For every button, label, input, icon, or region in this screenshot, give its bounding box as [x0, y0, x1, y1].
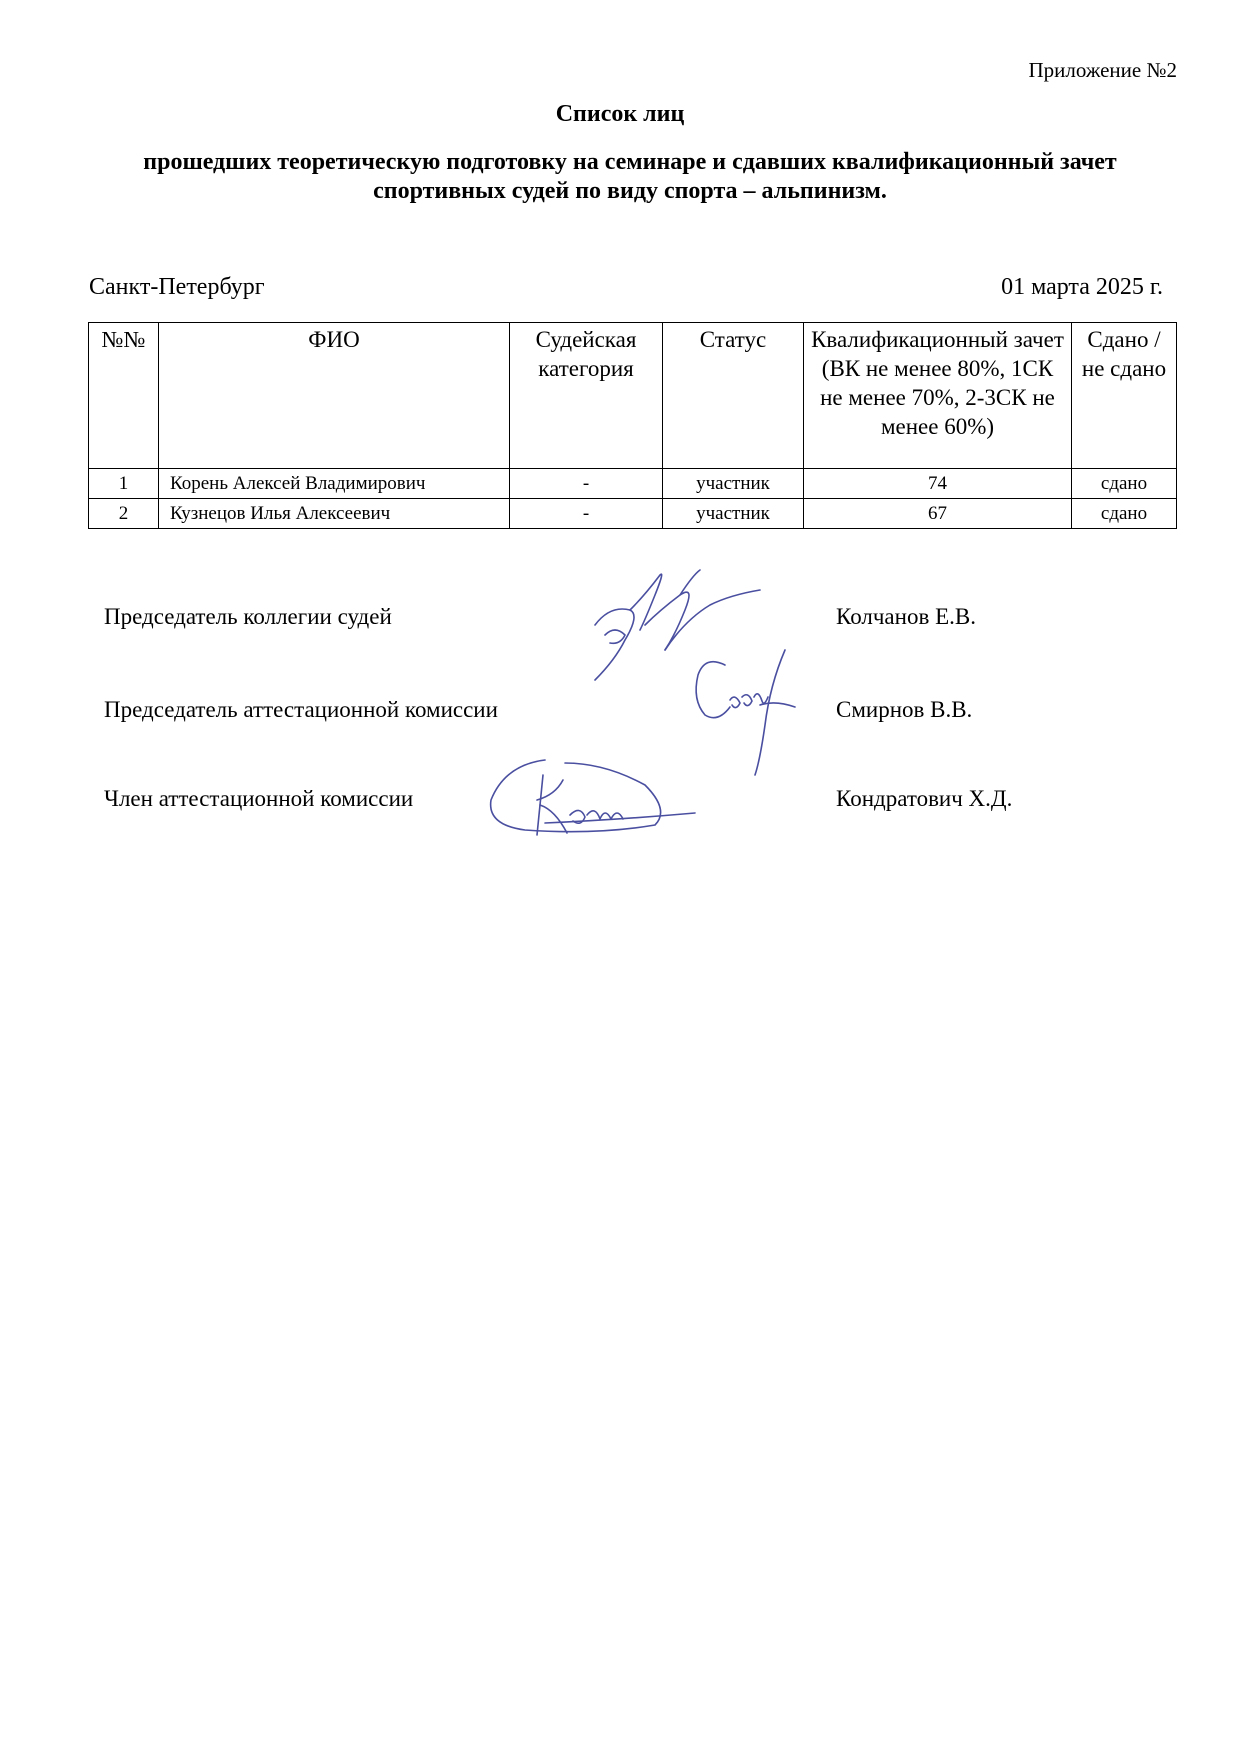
document-title: Список лиц	[555, 101, 685, 127]
column-header-fio: ФИО	[159, 323, 510, 469]
column-header-number: №№	[89, 323, 159, 469]
table-row	[89, 499, 1177, 529]
signature-name-kolchanov: Колчанов Е.В.	[836, 604, 976, 629]
cell-category: -	[510, 469, 663, 499]
cell-score: 74	[804, 469, 1072, 499]
signature-name-kondratovich: Кондратович Х.Д.	[836, 786, 1013, 811]
handwritten-signature-kondratovich	[485, 755, 700, 845]
signature-role-chairman-judges: Председатель коллегии судей	[104, 604, 392, 629]
document-subtitle: прошедших теоретическую подготовку на семинаре и сдавших квалификационный зачет спортивных судей по виду спорта – альпинизм.	[143, 149, 1117, 204]
signature-name-smirnov: Смирнов В.В.	[836, 697, 973, 722]
document-date: 01 марта 2025 г.	[1001, 274, 1163, 300]
cell-fio: Кузнецов Илья Алексеевич	[159, 499, 510, 529]
results-table	[88, 322, 1177, 529]
column-header-category: Судейская категория	[510, 323, 663, 469]
handwritten-signature-smirnov	[690, 645, 800, 780]
appendix-label: Приложение №2	[1028, 58, 1177, 82]
cell-score: 67	[804, 499, 1072, 529]
cell-number: 2	[89, 499, 159, 529]
cell-status: участник	[663, 499, 804, 529]
cell-category: -	[510, 499, 663, 529]
cell-status: участник	[663, 469, 804, 499]
column-header-status: Статус	[663, 323, 804, 469]
cell-fio: Корень Алексей Владимирович	[159, 469, 510, 499]
cell-result: сдано	[1072, 469, 1177, 499]
cell-result: сдано	[1072, 499, 1177, 529]
signature-role-chairman-commission: Председатель аттестационной комиссии	[104, 697, 498, 722]
city: Санкт-Петербург	[89, 274, 265, 300]
cell-number: 1	[89, 469, 159, 499]
column-header-qualification: Квалификационный зачет (ВК не менее 80%, 1СК не менее 70%, 2-3СК не менее 60%)	[804, 323, 1072, 469]
table-row	[89, 469, 1177, 499]
table-header-row	[89, 323, 1177, 469]
column-header-result: Сдано / не сдано	[1072, 323, 1177, 469]
signature-role-commission-member: Член аттестационной комиссии	[104, 786, 414, 811]
